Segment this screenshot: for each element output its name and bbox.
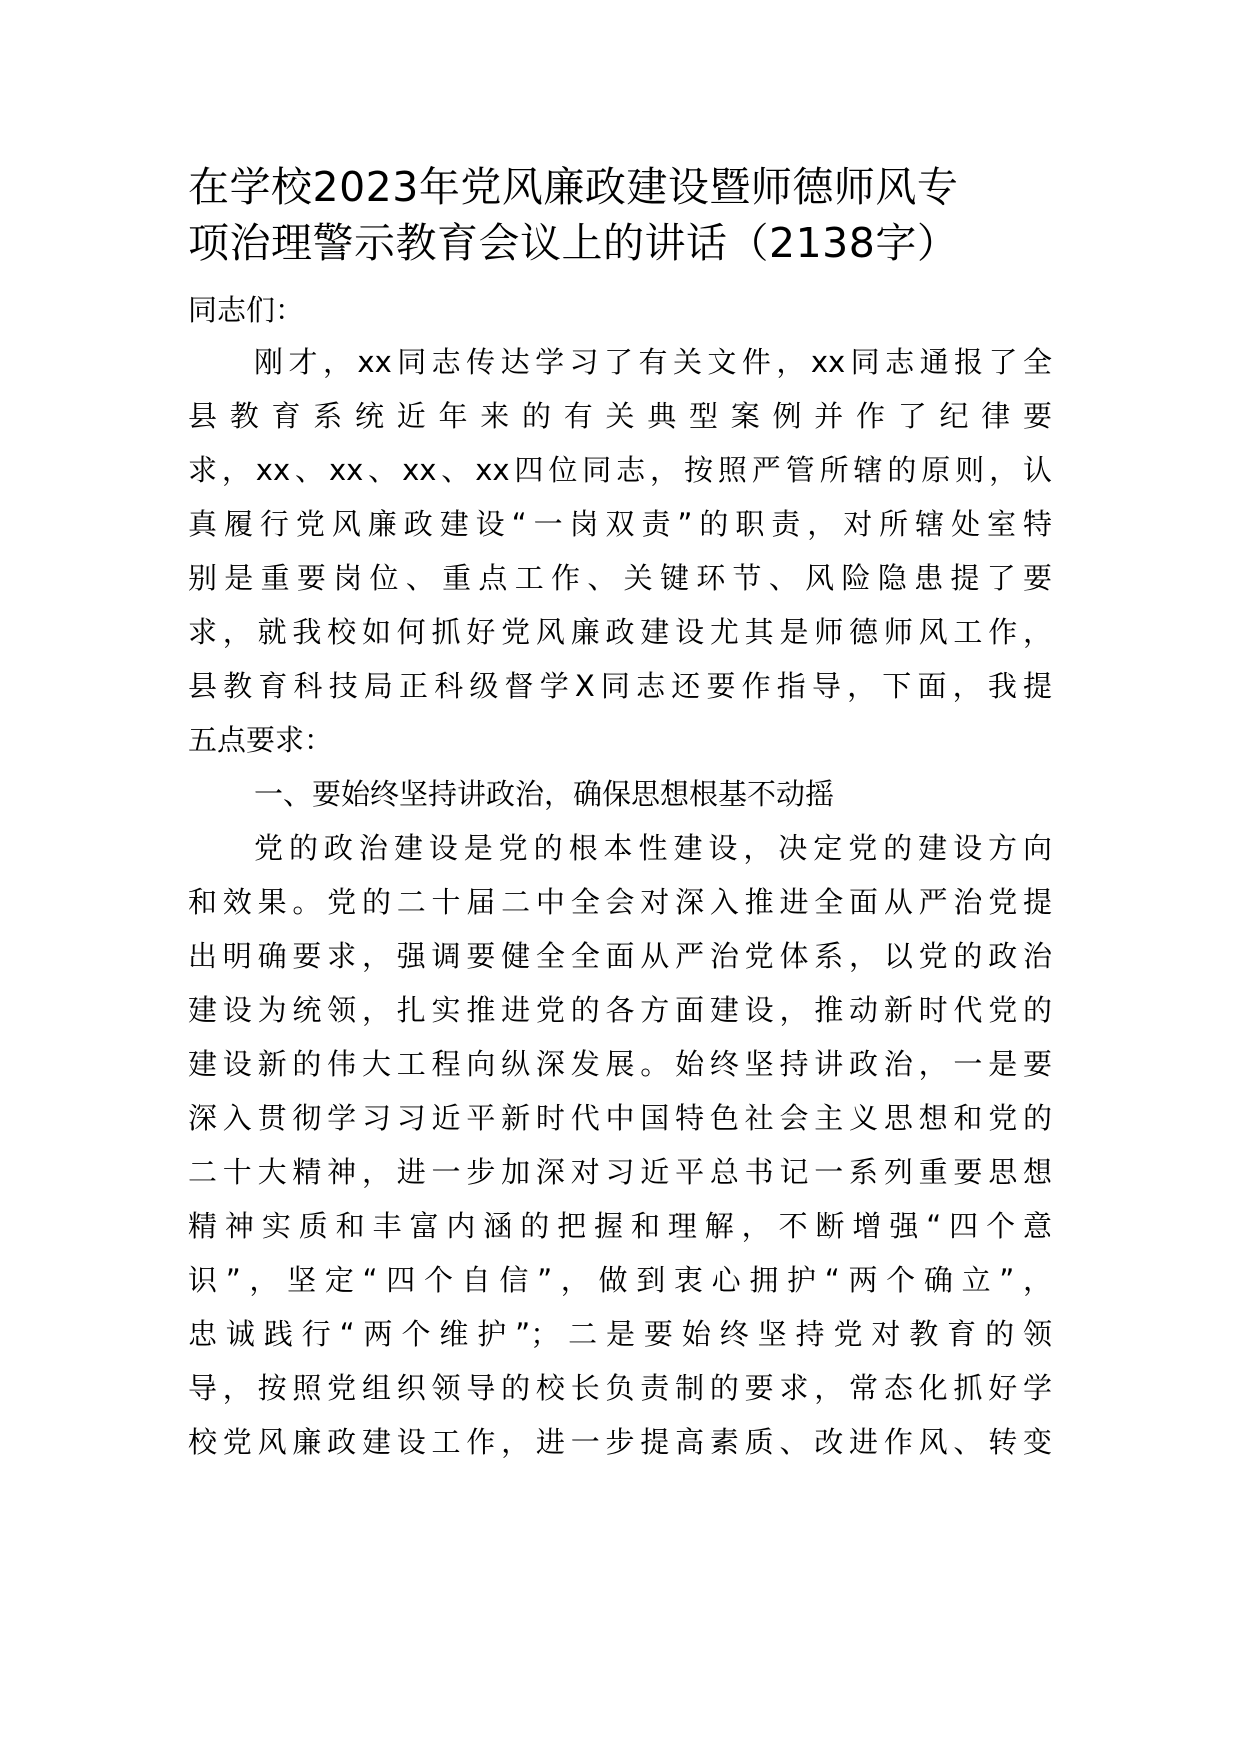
section-paragraph-line: 校党风廉政建设工作，进一步提高素质、改进作风、转变 (188, 1425, 1052, 1459)
intro-paragraph-line: 五点要求： (188, 723, 334, 757)
intro-paragraph-line: 县教育系统近年来的有关典型案例并作了纪律要 (188, 399, 1052, 433)
section-paragraph-line: 识”，坚定“四个自信”，做到衷心拥护“两个确立”， (188, 1263, 1052, 1297)
section-heading: 一、要始终坚持讲政治，确保思想根基不动摇 (254, 777, 835, 811)
section-paragraph-line: 出明确要求，强调要健全全面从严治党体系，以党的政治 (188, 939, 1052, 973)
intro-paragraph-line: 求，就我校如何抓好党风廉政建设尤其是师德师风工作， (188, 615, 1052, 649)
section-paragraph-line: 二十大精神，进一步加深对习近平总书记一系列重要思想 (188, 1155, 1052, 1189)
intro-paragraph-line: 刚才，xx同志传达学习了有关文件，xx同志通报了全 (254, 345, 1052, 379)
section-paragraph-line: 建设新的伟大工程向纵深发展。始终坚持讲政治，一是要 (188, 1047, 1052, 1081)
section-paragraph-line: 和效果。党的二十届二中全会对深入推进全面从严治党提 (188, 885, 1052, 919)
intro-paragraph-line: 求，xx、xx、xx、xx四位同志，按照严管所辖的原则，认 (188, 453, 1052, 487)
document-title-line-1: 在学校2023年党风廉政建设暨师德师风专 (188, 163, 959, 211)
intro-paragraph-line: 别是重要岗位、重点工作、关键环节、风险隐患提了要 (188, 561, 1052, 595)
section-paragraph-line: 建设为统领，扎实推进党的各方面建设，推动新时代党的 (188, 993, 1052, 1027)
document-title-line-2: 项治理警示教育会议上的讲话（2138字） (188, 219, 959, 267)
intro-paragraph-line: 县教育科技局正科级督学X同志还要作指导，下面，我提 (188, 669, 1052, 703)
section-paragraph-line: 忠诚践行“两个维护”；二是要始终坚持党对教育的领 (188, 1317, 1052, 1351)
salutation: 同志们： (188, 293, 305, 327)
intro-paragraph-line: 真履行党风廉政建设“一岗双责”的职责，对所辖处室特 (188, 507, 1052, 541)
section-paragraph-line: 深入贯彻学习习近平新时代中国特色社会主义思想和党的 (188, 1101, 1052, 1135)
section-paragraph-line: 党的政治建设是党的根本性建设，决定党的建设方向 (254, 831, 1052, 865)
section-paragraph-line: 精神实质和丰富内涵的把握和理解，不断增强“四个意 (188, 1209, 1052, 1243)
section-paragraph-line: 导，按照党组织领导的校长负责制的要求，常态化抓好学 (188, 1371, 1052, 1405)
